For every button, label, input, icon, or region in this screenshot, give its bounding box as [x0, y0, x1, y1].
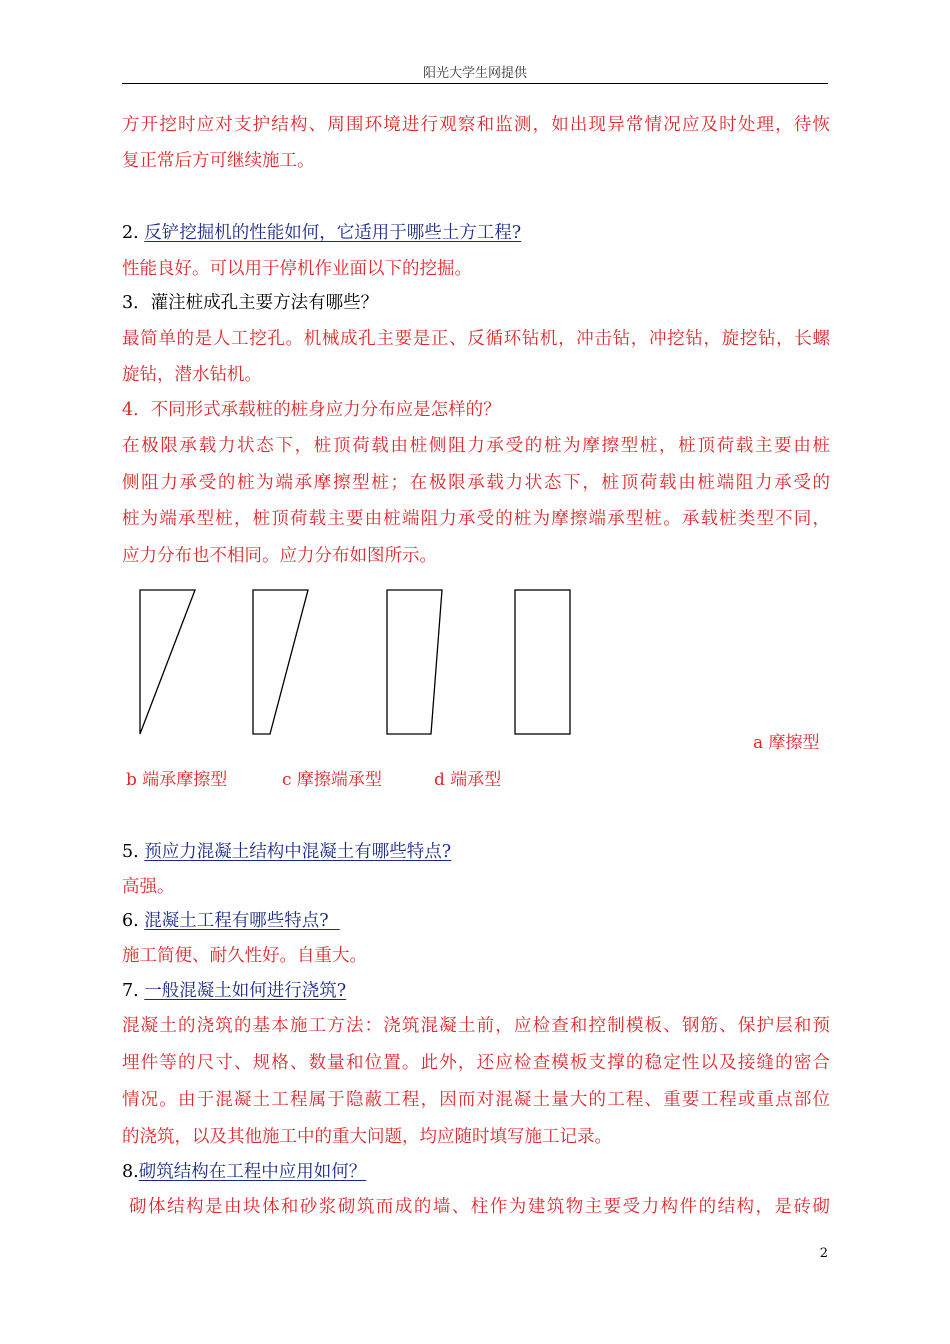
question-8 — [122, 1161, 830, 1183]
stress-distribution-diagram — [130, 583, 580, 743]
pile-a-shape — [140, 590, 195, 734]
pile-c-shape — [387, 590, 442, 734]
question-3: 3．灌注桩成孔主要方法有哪些？ — [122, 293, 379, 313]
answer-7-line: 混凝土的浇筑的基本施工方法：浇筑混凝土前，应检查和控制模板、钢筋、保护层和预 — [122, 1016, 830, 1036]
label-a: a 摩擦型 — [753, 733, 820, 753]
answer-7-line: 情况。由于混凝土工程属于隐蔽工程，因而对混凝土量大的工程、重要工程或重点部位 — [122, 1090, 830, 1110]
answer-text: 复正常后方可继续施工。 — [122, 151, 315, 171]
answer-2: 性能良好。可以用于停机作业面以下的挖掘。 — [122, 259, 472, 279]
question-number: 5. — [122, 842, 145, 862]
question-7 — [122, 980, 830, 1002]
question-2 — [122, 222, 830, 244]
answer-4-line: 桩为端承型桩，桩顶荷载主要由桩端阻力承受的桩为摩擦端承型桩。承载桩类型不同， — [122, 509, 830, 529]
pile-d-shape — [515, 590, 570, 734]
question-4: 4．不同形式承载桩的桩身应力分布应是怎样的？ — [122, 400, 501, 420]
page-header — [122, 62, 828, 84]
question-link[interactable]: 一般混凝土如何进行浇筑? — [144, 981, 347, 1001]
label-c: c 摩擦端承型 — [282, 770, 382, 790]
answer-4-line: 应力分布也不相同。应力分布如图所示。 — [122, 546, 437, 566]
question-number: 2. — [122, 223, 145, 243]
answer-8-line: 砌体结构是由块体和砂浆砌筑而成的墙、柱作为建筑物主要受力构件的结构，是砖砌 — [122, 1197, 830, 1217]
header-text: 阳光大学生网提供 — [422, 66, 527, 81]
answer-7-line: 的浇筑，以及其他施工中的重大问题，均应随时填写施工记录。 — [122, 1127, 612, 1147]
question-5 — [122, 841, 830, 863]
answer-3-line: 旋钻，潜水钻机。 — [122, 365, 262, 385]
question-link[interactable]: 预应力混凝土结构中混凝土有哪些特点? — [144, 842, 452, 862]
label-b: b 端承摩擦型 — [126, 770, 228, 790]
answer-6: 施工简便、耐久性好。自重大。 — [122, 946, 367, 966]
question-number: 7. — [122, 981, 145, 1001]
question-6 — [122, 910, 830, 932]
pile-b-shape — [253, 590, 308, 734]
page-number: 2 — [819, 1246, 828, 1261]
answer-3-line: 最简单的是人工挖孔。机械成孔主要是正、反循环钻机，冲击钻，冲挖钻，旋挖钻，长螺 — [122, 329, 830, 349]
question-number: 6. — [122, 911, 145, 931]
answer-7-line: 埋件等的尺寸、规格、数量和位置。此外，还应检查模板支撑的稳定性以及接缝的密合 — [122, 1053, 830, 1073]
answer-5: 高强。 — [122, 877, 175, 897]
question-number: 8. — [122, 1162, 139, 1182]
label-d: d 端承型 — [434, 770, 502, 790]
question-link[interactable]: 混凝土工程有哪些特点? — [144, 911, 340, 931]
answer-text: 方开挖时应对支护结构、周围环境进行观察和监测，如出现异常情况应及时处理，待恢 — [122, 115, 830, 135]
question-link[interactable]: 砌筑结构在工程中应用如何？ — [138, 1162, 367, 1182]
answer-4-line: 在极限承载力状态下，桩顶荷载由桩侧阻力承受的桩为摩擦型桩，桩顶荷载主要由桩 — [122, 436, 830, 456]
answer-4-line: 侧阻力承受的桩为端承摩擦型桩；在极限承载力状态下，桩顶荷载由桩端阻力承受的 — [122, 473, 830, 493]
question-link[interactable]: 反铲挖掘机的性能如何，它适用于哪些土方工程? — [144, 223, 522, 243]
